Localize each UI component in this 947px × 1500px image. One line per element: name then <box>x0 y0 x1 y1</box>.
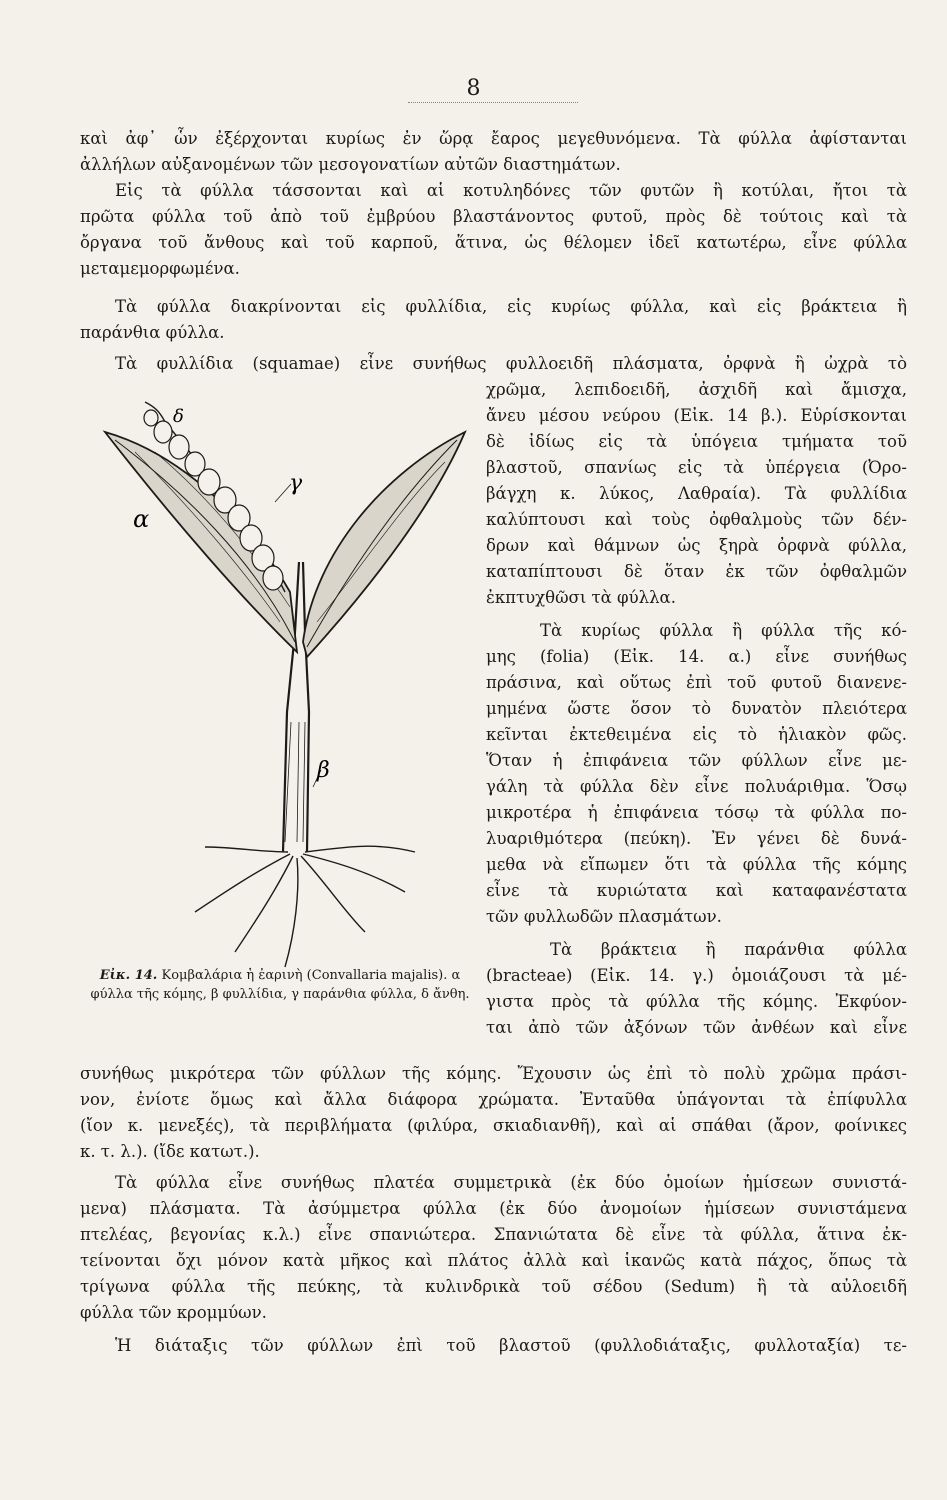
text-line: ἄνευ μέσου νεύρου (Εἰκ. 14 β.). Εὑρίσκονται <box>486 406 907 425</box>
text-line: λυαριθμότερα (πεύκη). Ἐν γένει δὲ δυνά- <box>486 829 907 848</box>
caption-label: Εἰκ. 14. <box>99 968 158 983</box>
convallaria-illustration <box>85 392 480 972</box>
figure-caption <box>80 966 480 1004</box>
text-line: ἀλλήλων αὐξανομένων τῶν μεσογονατίων αὐτῶν διαστημάτων. <box>80 155 621 174</box>
text-line: πτελέας, βεγονίας κ.λ.) εἶνε σπανιώτερα. Σπανιώτατα δὲ εἶνε τὰ φύλλα, ἅτινα ἐκ- <box>80 1225 907 1244</box>
text-line: καὶ ἀφ᾽ ὧν ἐξέρχονται κυρίως ἐν ὥρᾳ ἔαρος μεγεθυνόμενα. Τὰ φύλλα ἀφίστανται <box>80 129 907 148</box>
text-line: βάγχη κ. λύκος, Λαθραία). Τὰ φυλλίδια <box>486 484 907 503</box>
header-rule <box>408 102 578 103</box>
text-line: μημένα ὥστε ὅσον τὸ δυνατὸν πλειότερα <box>486 699 907 718</box>
text-line: τρίγωνα φύλλα τῆς πεύκης, τὰ κυλινδρικὰ τοῦ σέδου (Sedum) ἢ τὰ αὐλοειδῆ <box>80 1277 907 1296</box>
text-line: μεταμεμορφωμένα. <box>80 259 240 278</box>
text-line: ται ἀπὸ τῶν ἀξόνων τῶν ἀνθέων καὶ εἶνε <box>486 1018 907 1037</box>
text-line: εἶνε τὰ κυριώτατα καὶ καταφανέστατα <box>486 881 907 900</box>
text-line: φύλλα τῶν κρομμύων. <box>80 1303 267 1322</box>
text-line: καταπίπτουσι δὲ ὅταν ἐκ τῶν ὀφθαλμῶν <box>486 562 907 581</box>
text-line: τείνονται ὄχι μόνον κατὰ μῆκος καὶ πλάτος ἀλλὰ καὶ ἱκανῶς κατὰ πάχος, ὅπως τὰ <box>80 1251 907 1270</box>
text-line: κ. τ. λ.). (ἴδε κατωτ.). <box>80 1142 260 1161</box>
text-line: Τὰ κυρίως φύλλα ἢ φύλλα τῆς κό- <box>540 621 907 640</box>
text-line: κεῖνται ἐκτεθειμένα εἰς τὸ ἡλιακὸν φῶς. <box>486 725 907 744</box>
text-line: συνήθως μικρότερα τῶν φύλλων τῆς κόμης. Ἔχουσιν ὡς ἐπὶ τὸ πολὺ χρῶμα πράσι- <box>80 1064 907 1083</box>
text-line: βλαστοῦ, σπανίως εἰς τὰ ὑπέργεια (Ὀρο- <box>486 458 907 477</box>
text-line: μικροτέρα ἡ ἐπιφάνεια τόσῳ τὰ φύλλα πο- <box>486 803 907 822</box>
label-b: β <box>317 758 330 783</box>
text-line: Τὰ φυλλίδια (squamae) εἶνε συνήθως φυλλοειδῆ πλάσματα, ὀρφνὰ ἢ ὠχρὰ τὸ <box>115 354 907 373</box>
page-number: 8 <box>466 76 481 101</box>
text-line: ὄργανα τοῦ ἄνθους καὶ τοῦ καρποῦ, ἅτινα, ὡς θέλομεν ἰδεῖ κατωτέρω, εἶνε φύλλα <box>80 233 907 252</box>
text-line: δρων καὶ θάμνων ὡς ξηρὰ ὀρφνὰ φύλλα, <box>486 536 907 555</box>
text-line: Τὰ βράκτεια ἢ παράνθια φύλλα <box>550 940 907 959</box>
text-line: πράσινα, καὶ οὕτως ἐπὶ τοῦ φυτοῦ διανενε- <box>486 673 907 692</box>
label-d: δ <box>173 406 184 427</box>
text-line: πρῶτα φύλλα τοῦ ἀπὸ τοῦ ἐμβρύου βλαστάνοντος φυτοῦ, πρὸς δὲ τούτοις καὶ τὰ <box>80 207 907 226</box>
text-line: (bracteae) (Εἰκ. 14. γ.) ὁμοιάζουσι τὰ μέ- <box>486 966 907 985</box>
text-line: Τὰ φύλλα εἶνε συνήθως πλατέα συμμετρικὰ (ἐκ δύο ὁμοίων ἡμίσεων συνιστά- <box>115 1173 907 1192</box>
text-line: Ὅταν ἡ ἐπιφάνεια τῶν φύλλων εἶνε με- <box>486 751 907 770</box>
text-line: μενα) πλάσματα. Τὰ ἀσύμμετρα φύλλα (ἐκ δύο ἀνομοίων ἡμίσεων συνιστάμενα <box>80 1199 907 1218</box>
text-line: μης (folia) (Εἰκ. 14. α.) εἶνε συνήθως <box>486 647 907 666</box>
text-line: χρῶμα, λεπιδοειδῆ, ἀσχιδῆ καὶ ἄμισχα, <box>486 380 907 399</box>
text-line: ἐκπτυχθῶσι τὰ φύλλα. <box>486 588 676 607</box>
text-line: παράνθια φύλλα. <box>80 323 225 342</box>
caption-text: Κομβαλάρια ἡ ἐαρινὴ (Convallaria majalis). α φύλλα τῆς κόμης, β φυλλίδια, γ παράνθια φύλλα, δ ἄνθη. <box>90 968 470 1002</box>
text-line: Ἡ διάταξις τῶν φύλλων ἐπὶ τοῦ βλαστοῦ (φυλλοδιάταξις, φυλλοταξία) τε- <box>115 1336 907 1355</box>
text-line: γάλη τὰ φύλλα δὲν εἶνε πολυάριθμα. Ὅσῳ <box>486 777 907 796</box>
text-line: Τὰ φύλλα διακρίνονται εἰς φυλλίδια, εἰς κυρίως φύλλα, καὶ εἰς βράκτεια ἢ <box>115 297 907 316</box>
text-line: νον, ἐνίοτε ὅμως καὶ ἄλλα διάφορα χρώματα. Ἐνταῦθα ὑπάγονται τὰ ἐπίφυλλα <box>80 1090 907 1109</box>
text-line: (ἴον κ. μενεξές), τὰ περιβλήματα (φιλύρα, σκιαδιανθῆ), καὶ αἱ σπάθαι (ἄρον, φοίνικες <box>80 1116 907 1135</box>
text-line: Εἰς τὰ φύλλα τάσσονται καὶ αἱ κοτυληδόνες τῶν φυτῶν ἢ κοτύλαι, ἤτοι τὰ <box>115 181 907 200</box>
text-line: γιστα πρὸς τὰ φύλλα τῆς κόμης. Ἐκφύον- <box>486 992 907 1011</box>
label-g: γ <box>289 471 303 496</box>
text-line: μεθα νὰ εἴπωμεν ὅτι τὰ φύλλα τῆς κόμης <box>486 855 907 874</box>
text-line: δὲ ἰδίως εἰς τὰ ὑπόγεια τμήματα τοῦ <box>486 432 907 451</box>
text-line: καλύπτουσι καὶ τοὺς ὀφθαλμοὺς τῶν δέν- <box>486 510 907 529</box>
text-line: τῶν φυλλωδῶν πλασμάτων. <box>486 907 722 926</box>
label-a: α <box>133 505 150 533</box>
